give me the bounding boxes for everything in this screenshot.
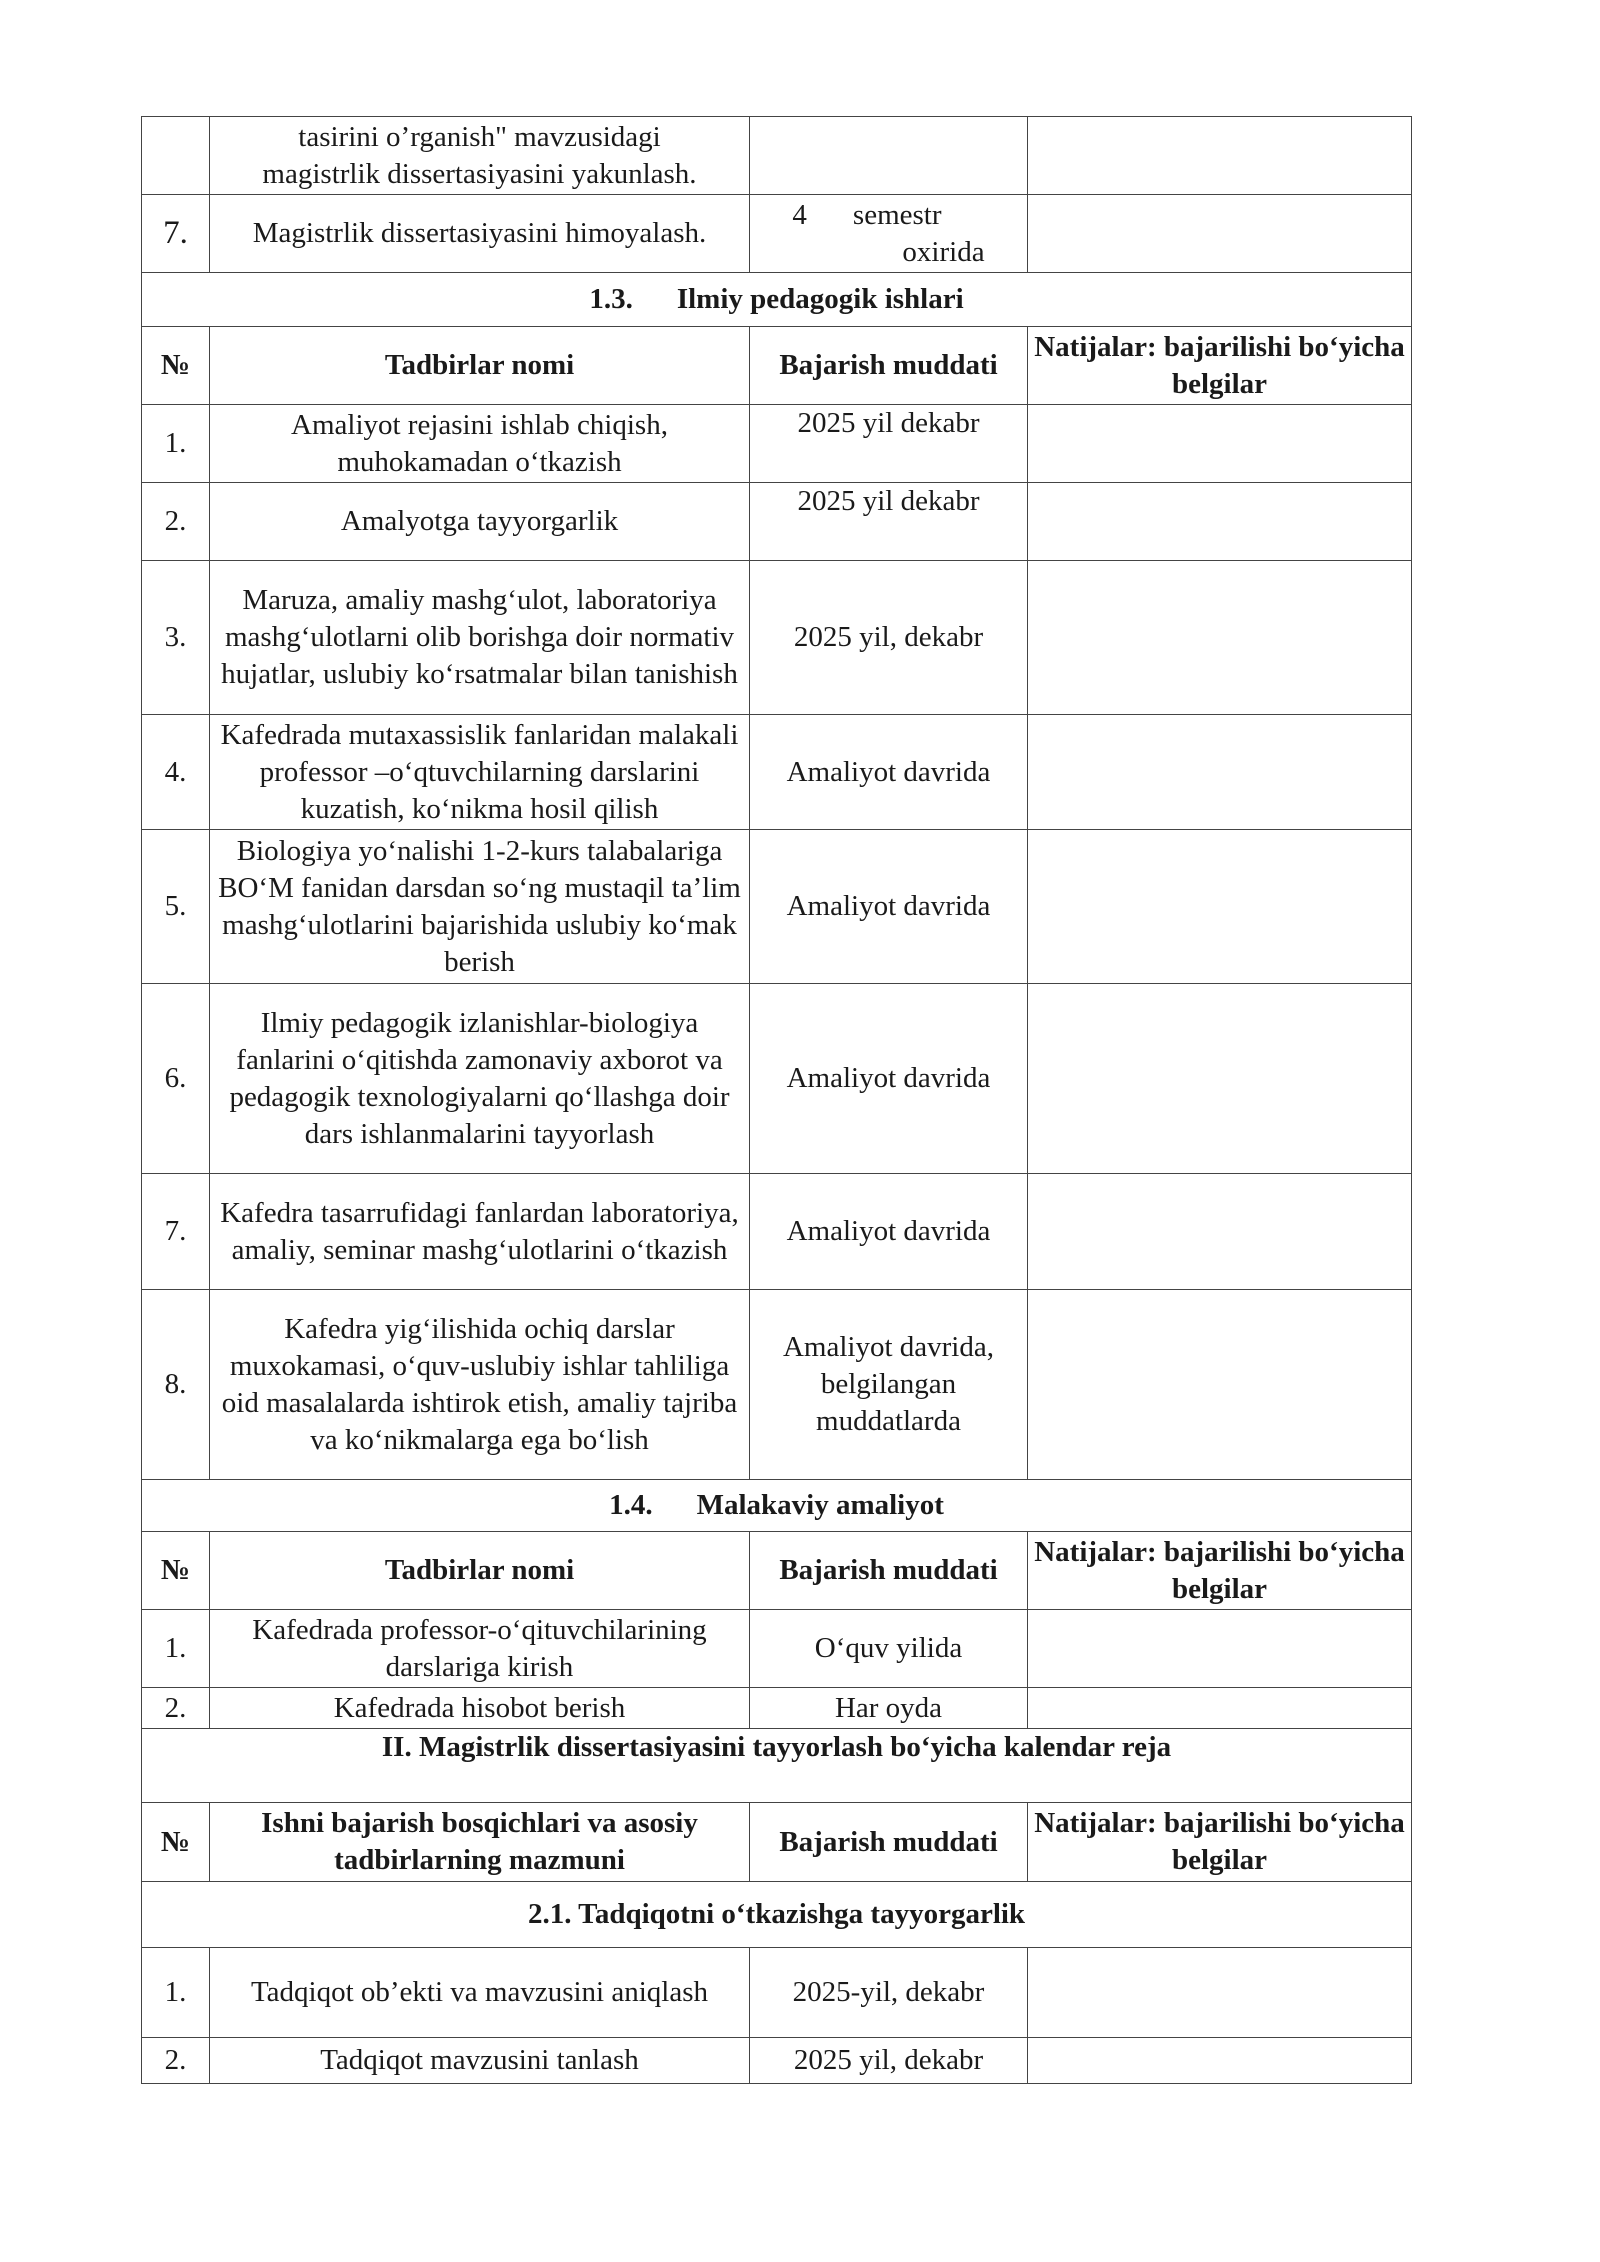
table-row xyxy=(142,561,1412,715)
num-cell: 1. xyxy=(142,405,210,483)
task-cell: Biologiya yo‘nalishi 1-2-kurs talabalariga BO‘M fanidan darsdan so‘ng mustaqil ta’lim mashg‘ulotlarini bajarishida uslubiy ko‘mak berish xyxy=(210,830,750,984)
result-cell xyxy=(1028,2038,1412,2084)
result-cell xyxy=(1028,1174,1412,1290)
deadline-cell: Amaliyot davrida xyxy=(750,715,1028,830)
result-cell xyxy=(1028,561,1412,715)
header-num: № xyxy=(142,1532,210,1610)
task-cell: Kafedra tasarrufidagi fanlardan laboratoriya, amaliy, seminar mashg‘ulotlarini o‘tkazish xyxy=(210,1174,750,1290)
num-cell: 1. xyxy=(142,1610,210,1688)
table-row xyxy=(142,1610,1412,1688)
deadline-text: 4 xyxy=(792,198,807,231)
section-title xyxy=(142,273,1412,327)
task-cell: Amalyotga tayyorgarlik xyxy=(210,483,750,561)
num-cell: 5. xyxy=(142,830,210,984)
deadline-cell: Amaliyot davrida xyxy=(750,830,1028,984)
section-title-row xyxy=(142,1480,1412,1532)
deadline-cell: Amaliyot davrida xyxy=(750,984,1028,1174)
header-deadline: Bajarish muddati xyxy=(750,327,1028,405)
section-title: II. Magistrlik dissertasiyasini tayyorlash bo‘yicha kalendar reja xyxy=(142,1729,1412,1803)
task-cell xyxy=(210,117,750,195)
table-row xyxy=(142,830,1412,984)
deadline-cell xyxy=(750,195,1028,273)
header-num: № xyxy=(142,1803,210,1882)
section-title-row xyxy=(142,1729,1412,1803)
table-row xyxy=(142,984,1412,1174)
header-name: Tadbirlar nomi xyxy=(210,1532,750,1610)
result-cell xyxy=(1028,483,1412,561)
plan-table xyxy=(141,116,1412,2084)
result-cell xyxy=(1028,1290,1412,1480)
section-title xyxy=(142,1480,1412,1532)
table-row xyxy=(142,1688,1412,1729)
task-text: tasirini o’rganish" mavzusidagi xyxy=(298,120,661,153)
num-cell: 4. xyxy=(142,715,210,830)
section-number: 1.3. xyxy=(589,283,633,315)
section-title-text: Ilmiy pedagogik ishlari xyxy=(676,283,964,315)
deadline-cell: 2025 yil dekabr xyxy=(750,405,1028,483)
subsection-title: 2.1. Tadqiqotni o‘tkazishga tayyorgarlik xyxy=(142,1882,1412,1948)
deadline-cell: 2025 yil, dekabr xyxy=(750,2038,1028,2084)
subsection-title-row xyxy=(142,1882,1412,1948)
num-cell: 7. xyxy=(142,195,210,273)
num-cell: 8. xyxy=(142,1290,210,1480)
num-cell: 3. xyxy=(142,561,210,715)
num-cell: 1. xyxy=(142,1948,210,2038)
num-cell: 6. xyxy=(142,984,210,1174)
header-deadline: Bajarish muddati xyxy=(750,1803,1028,1882)
header-deadline: Bajarish muddati xyxy=(750,1532,1028,1610)
header-row xyxy=(142,1532,1412,1610)
table-row xyxy=(142,405,1412,483)
task-cell: Amaliyot rejasini ishlab chiqish, muhokamadan o‘tkazish xyxy=(210,405,750,483)
deadline-cell: 2025 yil, dekabr xyxy=(750,561,1028,715)
result-cell xyxy=(1028,1688,1412,1729)
section-title-text: Malakaviy amaliyot xyxy=(696,1489,944,1521)
table-row xyxy=(142,1174,1412,1290)
deadline-text: oxirida xyxy=(902,235,985,268)
deadline-cell: O‘quv yilida xyxy=(750,1610,1028,1688)
task-cell: Tadqiqot ob’ekti va mavzusini aniqlash xyxy=(210,1948,750,2038)
task-cell: Kafedrada hisobot berish xyxy=(210,1688,750,1729)
table-row xyxy=(142,1948,1412,2038)
header-name: Tadbirlar nomi xyxy=(210,327,750,405)
task-cell: Kafedrada professor-o‘qituvchilarining darslariga kirish xyxy=(210,1610,750,1688)
task-cell: Magistrlik dissertasiyasini himoyalash. xyxy=(210,195,750,273)
header-row xyxy=(142,1803,1412,1882)
num-cell: 2. xyxy=(142,2038,210,2084)
task-cell: Ilmiy pedagogik izlanishlar-biologiya fanlarini o‘qitishda zamonaviy axborot va pedagogik texnologiyalarni qo‘llashga doir dars ishlanmalarini tayyorlash xyxy=(210,984,750,1174)
task-cell: Maruza, amaliy mashg‘ulot, laboratoriya mashg‘ulotlarni olib borishga doir normativ hujatlar, uslubiy ko‘rsatmalar bilan tanishish xyxy=(210,561,750,715)
result-cell xyxy=(1028,830,1412,984)
result-cell xyxy=(1028,405,1412,483)
result-cell xyxy=(1028,715,1412,830)
num-cell: 7. xyxy=(142,1174,210,1290)
result-cell xyxy=(1028,195,1412,273)
task-text: magistrlik dissertasiyasini yakunlash. xyxy=(262,157,697,190)
num-cell: 2. xyxy=(142,1688,210,1729)
task-cell: Kafedra yig‘ilishida ochiq darslar muxokamasi, o‘quv-uslubiy ishlar tahliliga oid masalalarda ishtirok etish, amaliy tajriba va ko‘nikmalarga ega bo‘lish xyxy=(210,1290,750,1480)
result-cell xyxy=(1028,1948,1412,2038)
task-cell: Tadqiqot mavzusini tanlash xyxy=(210,2038,750,2084)
section-title-row xyxy=(142,273,1412,327)
table-row xyxy=(142,117,1412,195)
result-cell xyxy=(1028,117,1412,195)
deadline-cell: 2025-yil, dekabr xyxy=(750,1948,1028,2038)
header-num: № xyxy=(142,327,210,405)
deadline-cell: Har oyda xyxy=(750,1688,1028,1729)
header-stages: Ishni bajarish bosqichlari va asosiy tadbirlarning mazmuni xyxy=(210,1803,750,1882)
num-cell: 2. xyxy=(142,483,210,561)
table-row xyxy=(142,715,1412,830)
header-row xyxy=(142,327,1412,405)
deadline-cell: Amaliyot davrida, belgilangan muddatlarda xyxy=(750,1290,1028,1480)
section-number: 1.4. xyxy=(609,1489,653,1521)
header-result: Natijalar: bajarilishi bo‘yicha belgilar xyxy=(1028,1803,1412,1882)
num-cell xyxy=(142,117,210,195)
deadline-cell xyxy=(750,117,1028,195)
result-cell xyxy=(1028,1610,1412,1688)
table-row xyxy=(142,195,1412,273)
document-page xyxy=(141,116,1411,2084)
task-cell: Kafedrada mutaxassislik fanlaridan malakali professor –o‘qtuvchilarning darslarini kuzatish, ko‘nikma hosil qilish xyxy=(210,715,750,830)
deadline-cell: 2025 yil dekabr xyxy=(750,483,1028,561)
result-cell xyxy=(1028,984,1412,1174)
header-result: Natijalar: bajarilishi bo‘yicha belgilar xyxy=(1028,1532,1412,1610)
table-row xyxy=(142,483,1412,561)
table-row xyxy=(142,1290,1412,1480)
header-result: Natijalar: bajarilishi bo‘yicha belgilar xyxy=(1028,327,1412,405)
table-row xyxy=(142,2038,1412,2084)
deadline-text: semestr xyxy=(852,198,942,231)
deadline-cell: Amaliyot davrida xyxy=(750,1174,1028,1290)
